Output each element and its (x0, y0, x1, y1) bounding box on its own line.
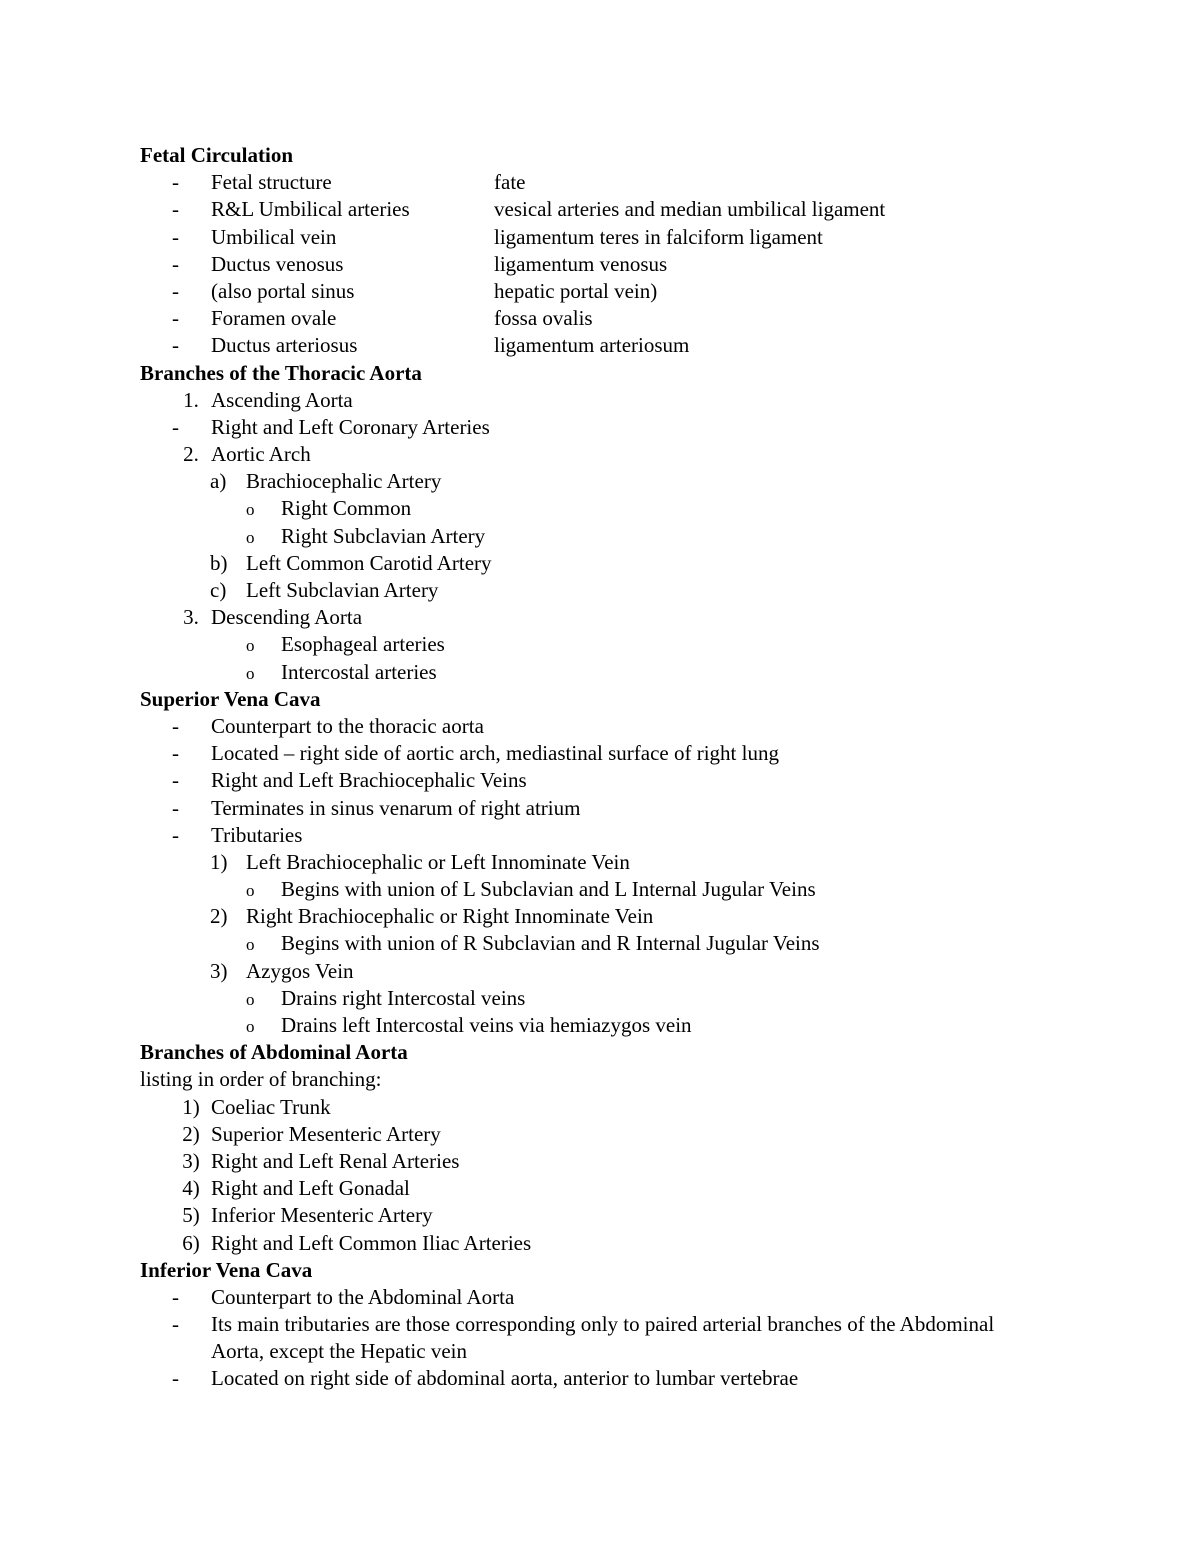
list-item: 2) Right Brachiocephalic or Right Innominate Vein (210, 904, 654, 929)
list-item: - Its main tributaries are those corresponding only to paired arterial branches of the Abdominal Aorta, except the Hepatic vein (172, 1312, 995, 1364)
list-item: - Terminates in sinus venarum of right atrium (172, 795, 581, 820)
section-intro: listing in order of branching: (140, 1067, 382, 1092)
list-item: - R&L Umbilical arteries vesical arteries and median umbilical ligament (172, 197, 886, 222)
list-item: - (also portal sinus hepatic portal vein) (172, 278, 658, 303)
list-item: 4) Right and Left Gonadal (182, 1176, 410, 1201)
list-item: 2) Superior Mesenteric Artery (182, 1121, 441, 1146)
list-item: 3) Right and Left Renal Arteries (182, 1148, 460, 1173)
list-item: b) Left Common Carotid Artery (210, 550, 492, 575)
list-item: - Foramen ovale fossa ovalis (172, 306, 593, 331)
list-item: 3) Azygos Vein (210, 958, 354, 983)
list-item: - Right and Left Brachiocephalic Veins (172, 768, 527, 793)
list-item: c) Left Subclavian Artery (210, 578, 439, 602)
section-heading-svc: Superior Vena Cava (140, 686, 321, 711)
list-item: o Intercostal arteries (246, 659, 437, 684)
section-heading-fetal: Fetal Circulation (140, 143, 294, 167)
section-heading-thoracic: Branches of the Thoracic Aorta (140, 360, 422, 385)
list-item: o Begins with union of L Subclavian and L Internal Jugular Veins (246, 877, 816, 902)
list-item: 1) Left Brachiocephalic or Left Innominate Vein (210, 849, 630, 874)
list-item: o Esophageal arteries (246, 632, 445, 657)
list-item: o Right Subclavian Artery (246, 523, 486, 548)
list-item: 6) Right and Left Common Iliac Arteries (182, 1230, 532, 1255)
list-item: 2. Aortic Arch (183, 442, 311, 467)
list-item: 1. Ascending Aorta (183, 387, 353, 412)
list-item: - Ductus venosus ligamentum venosus (172, 251, 668, 276)
list-item: 3. Descending Aorta (183, 605, 363, 630)
list-item: o Right Common (246, 496, 412, 521)
list-item: o Drains right Intercostal veins (246, 985, 526, 1010)
list-item: 1) Coeliac Trunk (182, 1094, 331, 1119)
list-item: - Located – right side of aortic arch, mediastinal surface of right lung (172, 741, 779, 766)
document-body (140, 142, 1040, 1393)
list-item: o Drains left Intercostal veins via hemiazygos vein (246, 1013, 692, 1037)
list-item: o Begins with union of R Subclavian and R Internal Jugular Veins (246, 931, 820, 956)
list-item: - Fetal structure fate (172, 170, 526, 195)
list-item: - Tributaries (172, 822, 303, 847)
section-heading-abdominal: Branches of Abdominal Aorta (140, 1040, 408, 1065)
list-item: - Umbilical vein ligamentum teres in falciform ligament (172, 224, 823, 249)
list-item: - Ductus arteriosus ligamentum arteriosum (172, 333, 690, 358)
list-item: a) Brachiocephalic Artery (210, 469, 442, 494)
list-item: - Right and Left Coronary Arteries (172, 414, 490, 439)
list-item: 5) Inferior Mesenteric Artery (182, 1203, 433, 1228)
section-heading-ivc: Inferior Vena Cava (140, 1257, 313, 1282)
list-item: - Counterpart to the thoracic aorta (172, 713, 484, 738)
list-item: - Located on right side of abdominal aorta, anterior to lumbar vertebrae (172, 1366, 799, 1391)
list-item: - Counterpart to the Abdominal Aorta (172, 1284, 515, 1309)
